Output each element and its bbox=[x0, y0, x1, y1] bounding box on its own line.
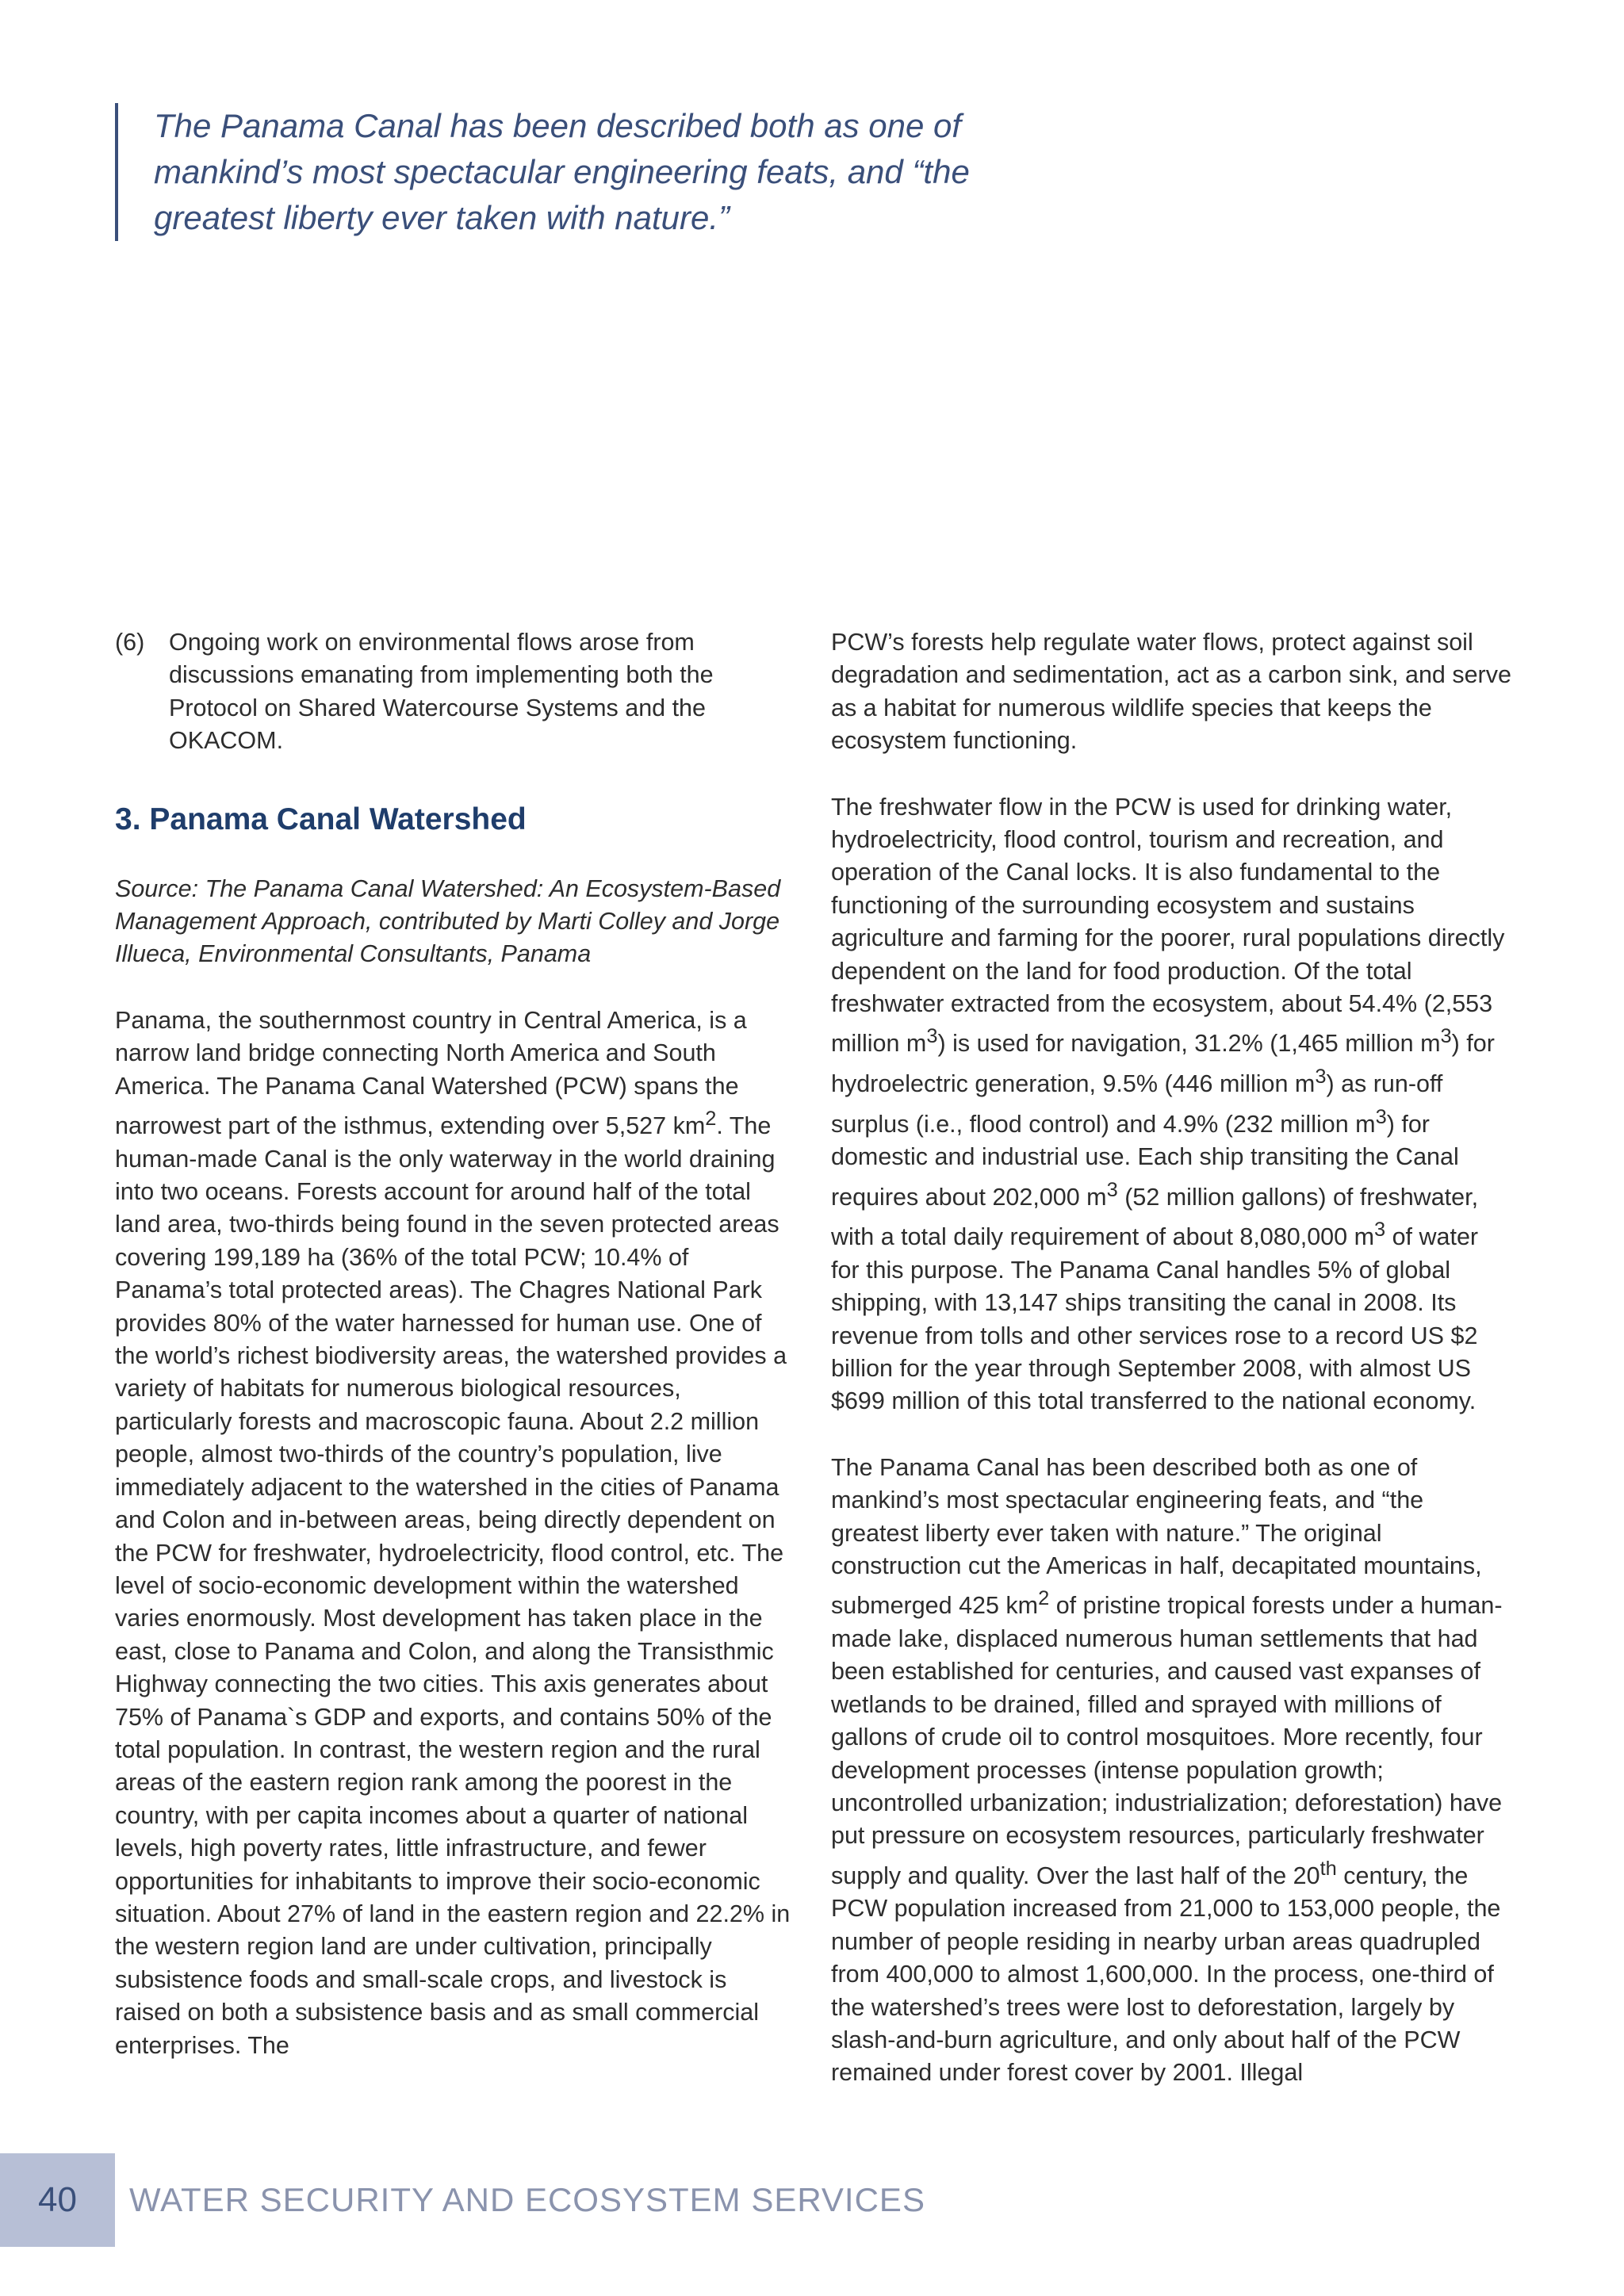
source-citation: Source: The Panama Canal Watershed: An Ecosystem-Based Management Approach, contributed by Marti Colley and Jorge Illueca, Environmental Consultants, Panama bbox=[115, 874, 781, 968]
running-footer-title: WATER SECURITY AND ECOSYSTEM SERVICES bbox=[129, 2181, 925, 2218]
page-number: 40 bbox=[0, 2153, 115, 2247]
pull-quote: The Panama Canal has been described both as one of mankind’s most spectacular engineering feats, and “the greatest liberty ever taken with nature.” bbox=[115, 103, 1090, 241]
body-paragraph: The Panama Canal has been described both as one of mankind’s most spectacular engineering feats, and “the greatest liberty ever taken with nature.” The original construction cut the Americas in half, decapitated mountains, submerged 425 $km^2$ of pristine tropical forests under a human-made lake, displaced numerous human settlements that had been established for centuries, and caused vast expanses of wetlands to be drained, filled and sprayed with millions of gallons of crude oil to control mosquitoes. More recently, four development processes (intense population growth; uncontrolled urbanization; industrialization; deforestation) have put pressure on ecosystem resources, particularly freshwater supply and quality. Over the last half of the 20th century, the PCW population increased from 21,000 to 153,000 people, the number of people residing in nearby urban areas quadrupled from 400,000 to almost 1,600,000. In the process, one-third of the watershed’s trees were lost to deforestation, largely by slash-and-burn agriculture, and only about half of the PCW remained under forest cover by 2001. Illegal bbox=[831, 1453, 1503, 2087]
item-number: (6) bbox=[115, 629, 145, 656]
body-paragraph: Panama, the southernmost country in Central America, is a narrow land bridge connecting North America and South America. The Panama Canal Watershed (PCW) spans the narrowest part of the isthmus, extending over 5,527 $km^2$. The human-made Canal is the only waterway in the world draining into two oceans. Forests account for around half of the total land area, two-thirds being found in the seven protected areas covering 199,189 ha (36% of the total PCW; 10.4% of Panama’s total protected areas). The Chagres National Park provides 80% of the water harnessed for human use. One of the world’s richest biodiversity areas, the watershed provides a variety of habitats for numerous biological resources, particularly forests and macroscopic fauna. About 2.2 million people, almost two-thirds of the country’s population, live immediately adjacent to the watershed in the cities of Panama and Colon and in-between areas, being directly dependent on the PCW for freshwater, hydroelectricity, flood control, etc. The level of socio-economic development within the watershed varies enormously. Most development has taken place in the east, close to Panama and Colon, and along the Transisthmic Highway connecting the two cities. This axis generates about 75% of Panama`s GDP and exports, and contains 50% of the total population. In contrast, the western region and the rural areas of the eastern region rank among the poorest in the country, with per capita incomes about a quarter of national levels, high poverty rates, little infrastructure, and fewer opportunities for inhabitants to improve their socio-economic situation. About 27% of land in the eastern region and 22.2% in the western region land are under cultivation, principally subsistence foods and small-scale crops, and livestock is raised on both a subsistence basis and as small commercial enterprises. The bbox=[115, 1006, 791, 2059]
body-paragraph: The freshwater flow in the PCW is used for drinking water, hydroelectricity, flood control, tourism and recreation, and operation of the Canal locks. It is also fundamental to the functioning of the surrounding ecosystem and sustains agriculture and farming for the poorer, rural populations directly dependent on the land for food production. Of the total freshwater extracted from the ecosystem, about 54.4% (2,553 million $m^3$) is used for navigation, 31.2% (1,465 million $m^3$) for hydroelectric generation, 9.5% (446 million $m^3$) as run-off surplus (i.e., flood control) and 4.9% (232 million $m^3$) for domestic and industrial use. Each ship transiting the Canal requires about 202,000 $m^3$ (52 million gallons) of freshwater, with a total daily requirement of about 8,080,000 $m^3$ of water for this purpose. The Panama Canal handles 5% of global shipping, with 13,147 ships transiting the canal in 2008. Its revenue from tolls and other services rose to a record US $2 billion for the year through September 2008, with almost US $699 million of this total transferred to the national economy. bbox=[831, 793, 1505, 1415]
section-heading: 3. Panama Canal Watershed bbox=[115, 802, 527, 836]
numbered-item bbox=[115, 626, 797, 758]
left-column bbox=[115, 626, 797, 2062]
item-text: Ongoing work on environmental flows arose from discussions emanating from implementing both the Protocol on Shared Watercourse Systems and the OKACOM. bbox=[169, 629, 714, 755]
right-column bbox=[831, 626, 1513, 2090]
body-paragraph: PCW’s forests help regulate water flows, protect against soil degradation and sedimentation, act as a carbon sink, and serve as a habitat for numerous wildlife species that keeps the ecosystem functioning. bbox=[831, 629, 1511, 755]
